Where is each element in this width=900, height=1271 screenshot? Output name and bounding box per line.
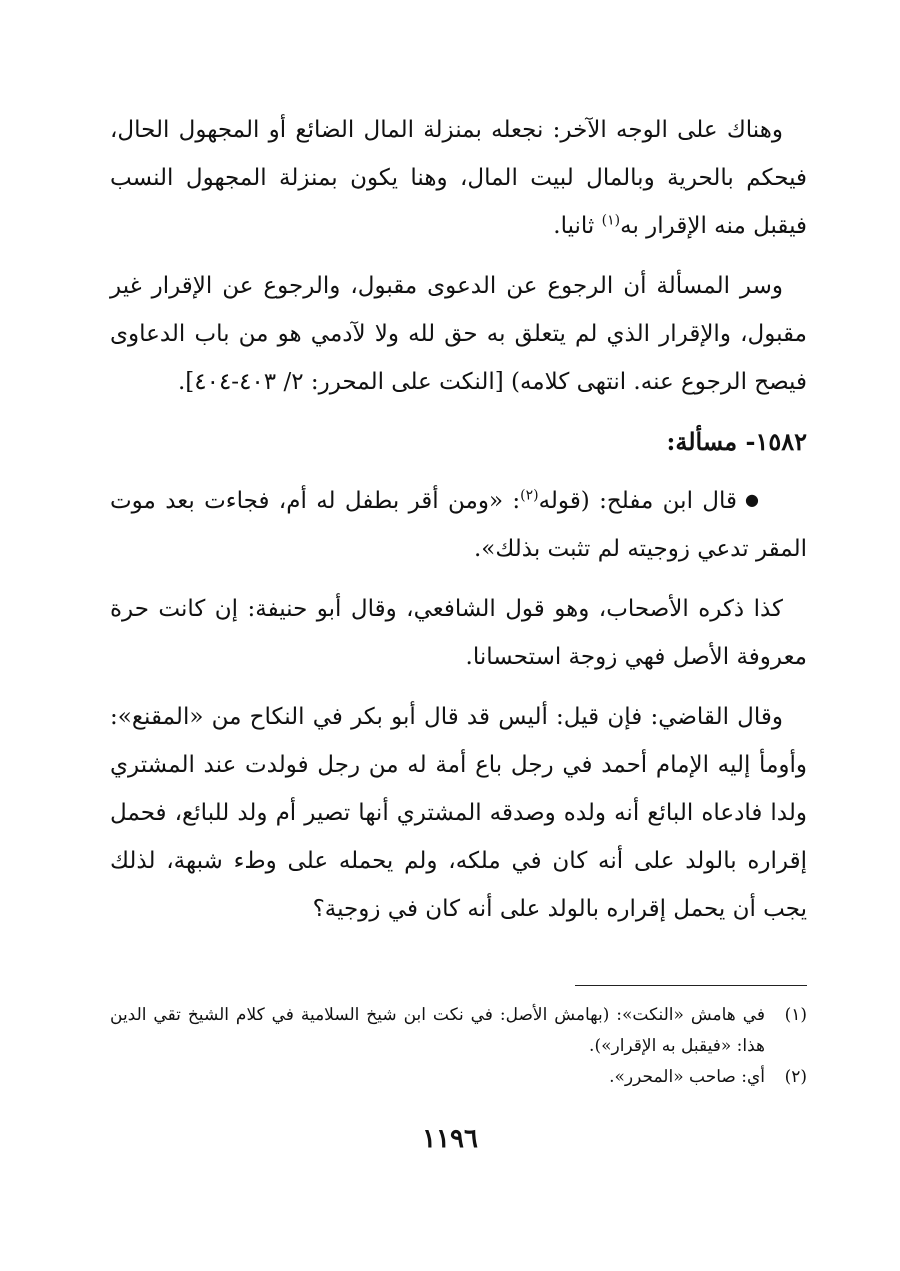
footnote-1-number: (١) — [784, 1005, 807, 1025]
quote-intro: قال ابن مفلح: (قوله — [538, 488, 738, 514]
paragraph-after-quote: كذا ذكره الأصحاب، وهو قول الشافعي، وقال أبو حنيفة: إن كانت حرة معروفة الأصل فهي زوجة استحسانا. — [110, 596, 807, 670]
paragraph-1-tail: ثانيا. — [553, 213, 602, 239]
page-body — [110, 106, 807, 945]
footnotes — [110, 1000, 807, 1093]
footnote-divider — [575, 985, 807, 986]
quote-text: : «ومن أقر بطفل له أم، فجاءت بعد موت المقر تدعي زوجيته لم تثبت بذلك». — [110, 488, 807, 562]
paragraph-2: وسر المسألة أن الرجوع عن الدعوى مقبول، والرجوع عن الإقرار غير مقبول، والإقرار الذي لم يتعلق به حق لله ولا لآدمي هو من باب الدعاوى فيصح الرجوع عنه. انتهى كلامه) [النكت على المحرر: ٢/ ٤٠٣-٤٠٤]. — [110, 273, 807, 395]
footnote-1 — [110, 1000, 807, 1062]
paragraph-1 — [110, 106, 807, 250]
quote-paragraph — [110, 476, 807, 573]
footnote-2-number: (٢) — [784, 1067, 807, 1087]
footnote-ref-1[interactable]: (١) — [601, 212, 621, 229]
bullet-icon: ● — [745, 490, 759, 509]
footnote-2-text: أي: صاحب «المحرر». — [609, 1067, 765, 1087]
paragraph-qadi: وقال القاضي: فإن قيل: أليس قد قال أبو بكر في النكاح من «المقنع»: وأومأ إليه الإمام أحمد في رجل باع أمة له من رجل فولدت عند المشتري ولدا فادعاه البائع أنه ولده وصدقه المشتري أنها تصير أم ولد للبائع، فحمل إقراره بالولد على أنه كان في ملكه، ولم يحمله على وطء شبهة، لذلك يجب أن يحمل إقراره بالولد على أنه كان في زوجية؟ — [110, 704, 807, 922]
section-heading: ١٥٨٢- مسألة: — [666, 427, 807, 456]
footnote-2 — [110, 1062, 807, 1093]
paragraph-1-text: وهناك على الوجه الآخر: نجعله بمنزلة المال الضائع أو المجهول الحال، فيحكم بالحرية وبالمال لبيت المال، وهنا يكون بمنزلة المجهول النسب فيقبل منه الإقرار به — [110, 117, 807, 239]
footnote-1-text: في هامش «النكت»: (بهامش الأصل: في نكت ابن شيخ السلامية في كلام الشيخ تقي الدين هذا: «فيقبل به الإقرار»). — [110, 1005, 765, 1056]
footnote-ref-2[interactable]: (٢) — [520, 487, 539, 504]
page-number: ١١٩٦ — [422, 1124, 478, 1154]
